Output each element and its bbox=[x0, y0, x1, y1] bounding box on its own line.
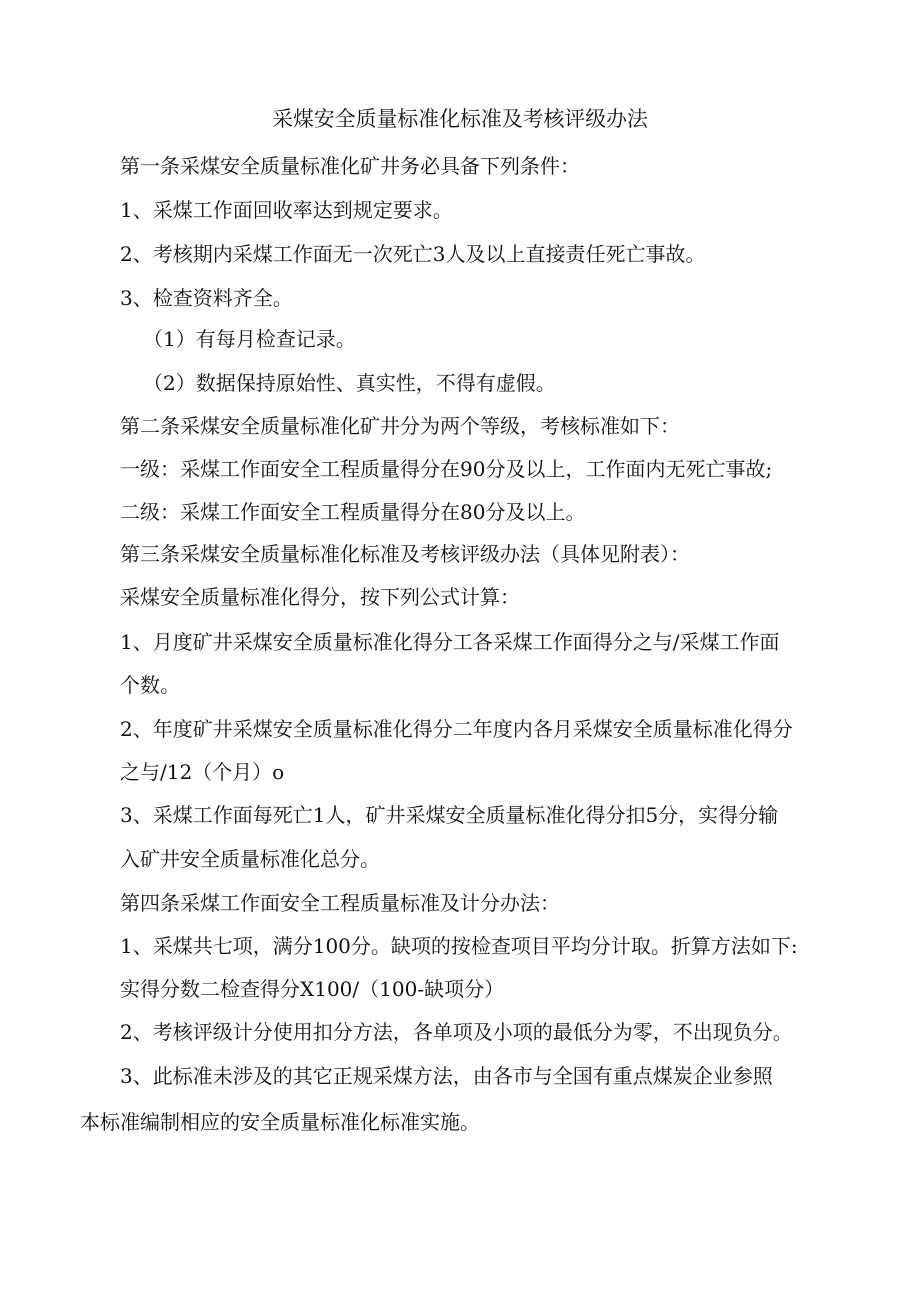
article-2-level-1: 一级：采煤工作面安全工程质量得分在90分及以上，工作面内无死亡事故; bbox=[120, 457, 773, 481]
article-4-item-3: 3、此标准未涉及的其它正规采煤方法，由各市与全国有重点煤炭企业参照 bbox=[120, 1064, 773, 1088]
article-3-item-1-continued: 个数。 bbox=[120, 673, 180, 697]
article-3-item-2-continued: 之与/12（个月）o bbox=[120, 760, 285, 784]
article-4-heading: 第四条采煤工作面安全工程质量标准及计分办法： bbox=[120, 891, 560, 915]
article-1-heading: 第一条采煤安全质量标准化矿井务必具备下列条件： bbox=[120, 154, 580, 178]
article-1-item-3-sub-2: （2）数据保持原始性、真实性，不得有虚假。 bbox=[143, 371, 556, 395]
article-3-item-3: 3、采煤工作面每死亡1人，矿井采煤安全质量标准化得分扣5分，实得分输 bbox=[120, 803, 779, 827]
article-3-heading: 第三条采煤安全质量标准化标准及考核评级办法（具体见附表）： bbox=[120, 542, 690, 566]
article-1-item-3-sub-1: （1）有每月检查记录。 bbox=[143, 327, 356, 351]
article-1-item-3: 3、检查资料齐全。 bbox=[120, 286, 293, 310]
article-3-formula-intro: 采煤安全质量标准化得分，按下列公式计算： bbox=[120, 585, 520, 609]
article-1-item-2: 2、考核期内采煤工作面无一次死亡3人及以上直接责任死亡事故。 bbox=[120, 242, 706, 266]
article-3-item-2: 2、年度矿井采煤安全质量标准化得分二年度内各月采煤安全质量标准化得分 bbox=[120, 717, 793, 741]
article-4-formula: 实得分数二检查得分X100/（100-缺项分） bbox=[120, 977, 505, 1001]
article-1-item-1: 1、采煤工作面回收率达到规定要求。 bbox=[120, 198, 453, 222]
article-3-item-3-continued: 入矿井安全质量标准化总分。 bbox=[120, 847, 380, 871]
article-4-item-1: 1、采煤共七项，满分100分。缺项的按检查项目平均分计取。折算方法如下: bbox=[120, 934, 798, 958]
article-2-heading: 第二条采煤安全质量标准化矿井分为两个等级，考核标准如下： bbox=[120, 414, 680, 438]
document-title: 采煤安全质量标准化标准及考核评级办法 bbox=[272, 107, 648, 131]
article-2-level-2: 二级：采煤工作面安全工程质量得分在80分及以上。 bbox=[120, 500, 586, 524]
article-3-item-1: 1、月度矿井采煤安全质量标准化得分工各采煤工作面得分之与/采煤工作面 bbox=[120, 630, 780, 654]
article-4-item-2: 2、考核评级计分使用扣分方法，各单项及小项的最低分为零，不出现负分。 bbox=[120, 1020, 793, 1044]
article-4-item-3-continued: 本标准编制相应的安全质量标准化标准实施。 bbox=[80, 1110, 480, 1134]
